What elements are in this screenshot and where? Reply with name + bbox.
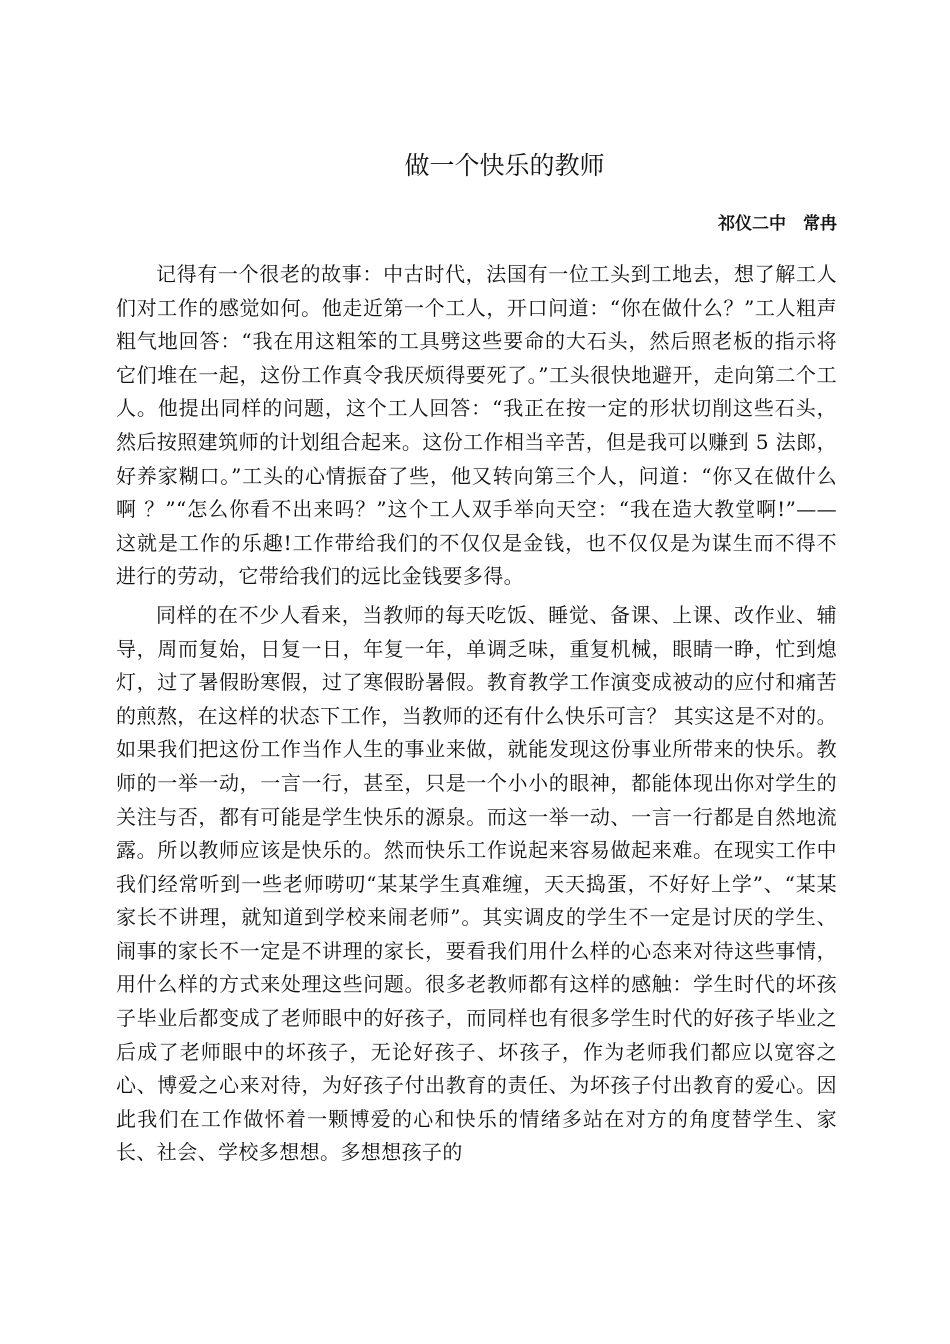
article-body — [116, 258, 837, 1175]
paragraph-2: 同样的在不少人看来，当教师的每天吃饭、睡觉、备课、上课、改作业、辅导，周而复始，日复一日，年复一年，单调乏味，重复机械，眼睛一睁，忙到熄灯，过了暑假盼寒假，过了寒假盼暑假。教育教学工作演变成被动的应付和痛苦的煎熬，在这样的状态下工作，当教师的还有什么快乐可言？ 其实这是不对的。如果我们把这份工作当作人生的事业来做，就能发现这份事业所带来的快乐。教师的一举一动，一言一行，甚至，只是一个小小的眼神，都能体现出你对学生的关注与否，都有可能是学生快乐的源泉。而这一举一动、一言一行都是自然地流露。所以教师应该是快乐的。然而快乐工作说起来容易做起来难。在现实工作中我们经常听到一些老师唠叨“某某学生真难缠，天天捣蛋，不好好上学”、“某某家长不讲理，就知道到学校来闹老师”。其实调皮的学生不一定是讨厌的学生、闹事的家长不一定是不讲理的家长，要看我们用什么样的心态来对待这些事情，用什么样的方式来处理这些问题。很多老教师都有这样的感触：学生时代的坏孩子毕业后都变成了老师眼中的好孩子，而同样也有很多学生时代的好孩子毕业之后成了老师眼中的坏孩子，无论好孩子、坏孩子，作为老师我们都应以宽容之心、博爱之心来对待，为好孩子付出教育的责任、为坏孩子付出教育的爱心。因此我们在工作做怀着一颗博爱的心和快乐的情绪多站在对方的角度替学生、家长、社会、学校多想想。多想想孩子的 — [116, 602, 837, 1165]
author-line: 祁仪二中 常冉 — [718, 214, 837, 234]
page-title: 做一个快乐的教师 — [404, 151, 605, 180]
paragraph-1: 记得有一个很老的故事：中古时代，法国有一位工头到工地去，想了解工人们对工作的感觉如何。他走近第一个工人，开口问道：“你在做什么？”工人粗声粗气地回答：“我在用这粗笨的工具劈这些要命的大石头，然后照老板的指示将它们堆在一起，这份工作真令我厌烦得要死了。”工头很快地避开，走向第二个工人。他提出同样的问题，这个工人回答：“我正在按一定的形状切削这些石头，然后按照建筑师的计划组合起来。这份工作相当辛苦，但是我可以赚到 5 法郎，好养家糊口。”工头的心情振奋了些，他又转向第三个人，问道：“你又在做什么啊 ？”“怎么你看不出来吗？”这个工人双手举向天空：“我在造大教堂啊!”——这就是工作的乐趣!工作带给我们的不仅仅是金钱，也不仅仅是为谋生而不得不进行的劳动，它带给我们的远比金钱要多得。 — [116, 262, 837, 589]
